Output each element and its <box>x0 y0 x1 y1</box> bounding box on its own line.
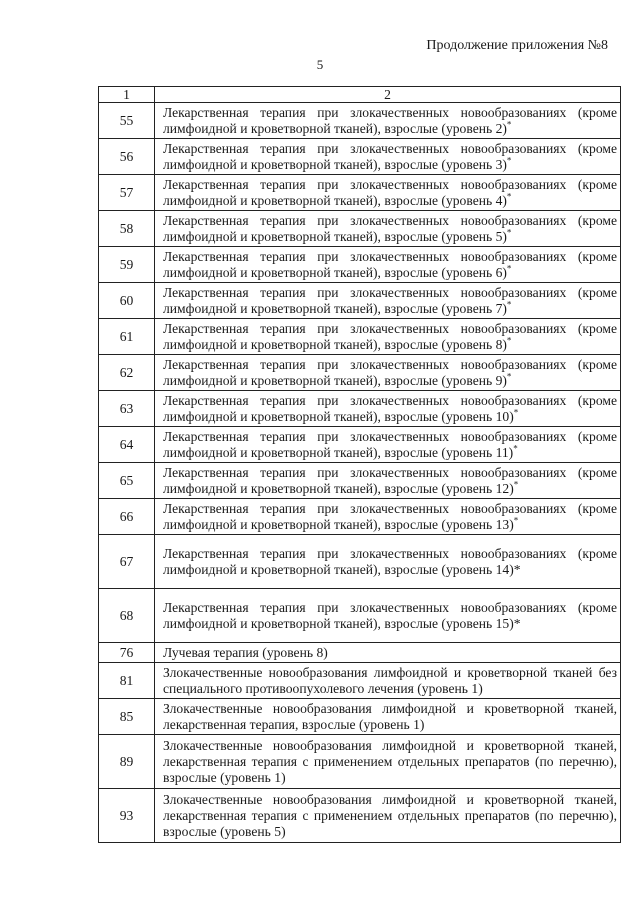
table-row <box>99 663 621 699</box>
row-description-text: Лекарственная терапия при злокачественных новообразованиях (кроме лимфоидной и кроветворной тканей), взрослые (уровень 8) <box>163 320 617 352</box>
row-number-cell: 68 <box>99 589 155 643</box>
row-number-cell: 55 <box>99 103 155 139</box>
footnote-marker: * <box>513 442 518 453</box>
row-description-cell <box>155 391 621 427</box>
footnote-marker: * <box>513 514 519 525</box>
row-description-cell <box>155 589 621 643</box>
row-number-cell: 81 <box>99 663 155 699</box>
row-description-text: Лучевая терапия (уровень 8) <box>163 644 328 660</box>
appendix-continuation-header: Продолжение приложения №8 <box>426 38 608 53</box>
row-number-cell: 67 <box>99 535 155 589</box>
row-description-cell <box>155 283 621 319</box>
footnote-marker: * <box>506 262 512 273</box>
footnote-marker: * <box>513 406 519 417</box>
row-description-text: Лекарственная терапия при злокачественных новообразованиях (кроме лимфоидной и кроветворной тканей), взрослые (уровень 11) <box>163 428 617 460</box>
row-description-cell <box>155 247 621 283</box>
row-description-text: Лекарственная терапия при злокачественных новообразованиях (кроме лимфоидной и кроветворной тканей), взрослые (уровень 2) <box>163 104 617 136</box>
row-description-cell <box>155 355 621 391</box>
row-number-cell: 93 <box>99 789 155 843</box>
table-row <box>99 391 621 427</box>
table-body <box>99 103 621 843</box>
row-description-cell <box>155 535 621 589</box>
column-header-description: 2 <box>155 87 621 103</box>
row-number-cell: 85 <box>99 699 155 735</box>
row-description-cell <box>155 175 621 211</box>
row-description-cell <box>155 789 621 843</box>
row-description-text: Лекарственная терапия при злокачественных новообразованиях (кроме лимфоидной и кроветворной тканей), взрослые (уровень 10) <box>163 392 617 424</box>
table-row <box>99 589 621 643</box>
row-description-text: Лекарственная терапия при злокачественных новообразованиях (кроме лимфоидной и кроветворной тканей), взрослые (уровень 12) <box>163 464 617 496</box>
row-description-cell <box>155 643 621 663</box>
table-row <box>99 427 621 463</box>
table-row <box>99 283 621 319</box>
row-description-cell <box>155 319 621 355</box>
page-number: 5 <box>316 57 324 72</box>
row-number-cell: 63 <box>99 391 155 427</box>
row-description-text: Злокачественные новообразования лимфоидной и кроветворной тканей, лекарственная терапия с применением отдельных препаратов (по перечню), взрослые (уровень 1) <box>163 737 617 785</box>
row-number-cell: 62 <box>99 355 155 391</box>
row-description-text: Лекарственная терапия при злокачественных новообразованиях (кроме лимфоидной и кроветворной тканей), взрослые (уровень 14)* <box>163 545 617 577</box>
footnote-marker: * <box>506 118 512 129</box>
table-row <box>99 735 621 789</box>
row-description-cell <box>155 211 621 247</box>
row-number-cell: 76 <box>99 643 155 663</box>
footnote-marker: * <box>506 154 512 165</box>
tariff-table <box>98 86 621 843</box>
table-row <box>99 789 621 843</box>
row-description-text: Лекарственная терапия при злокачественных новообразованиях (кроме лимфоидной и кроветворной тканей), взрослые (уровень 6) <box>163 248 617 280</box>
row-description-cell <box>155 499 621 535</box>
row-description-text: Лекарственная терапия при злокачественных новообразованиях (кроме лимфоидной и кроветворной тканей), взрослые (уровень 4) <box>163 176 617 208</box>
row-description-text: Лекарственная терапия при злокачественных новообразованиях (кроме лимфоидной и кроветворной тканей), взрослые (уровень 7) <box>163 284 617 316</box>
table-row <box>99 319 621 355</box>
row-number-cell: 59 <box>99 247 155 283</box>
footnote-marker: * <box>506 370 512 381</box>
row-description-text: Лекарственная терапия при злокачественных новообразованиях (кроме лимфоидной и кроветворной тканей), взрослые (уровень 5) <box>163 212 617 244</box>
row-number-cell: 60 <box>99 283 155 319</box>
row-number-cell: 57 <box>99 175 155 211</box>
row-description-cell <box>155 663 621 699</box>
row-description-text: Лекарственная терапия при злокачественных новообразованиях (кроме лимфоидной и кроветворной тканей), взрослые (уровень 3) <box>163 140 617 172</box>
row-description-cell <box>155 139 621 175</box>
table-row <box>99 499 621 535</box>
footnote-marker: * <box>506 226 512 237</box>
row-description-cell <box>155 699 621 735</box>
table-row <box>99 535 621 589</box>
row-description-cell <box>155 103 621 139</box>
table-row <box>99 699 621 735</box>
row-number-cell: 61 <box>99 319 155 355</box>
row-description-text: Злокачественные новообразования лимфоидной и кроветворной тканей, лекарственная терапия, взрослые (уровень 1) <box>163 700 617 732</box>
row-description-text: Лекарственная терапия при злокачественных новообразованиях (кроме лимфоидной и кроветворной тканей), взрослые (уровень 13) <box>163 500 617 532</box>
footnote-marker: * <box>506 298 512 309</box>
table-row <box>99 175 621 211</box>
row-number-cell: 58 <box>99 211 155 247</box>
table-row <box>99 463 621 499</box>
footnote-marker: * <box>506 190 512 201</box>
row-description-cell <box>155 427 621 463</box>
row-number-cell: 64 <box>99 427 155 463</box>
row-description-text: Лекарственная терапия при злокачественных новообразованиях (кроме лимфоидной и кроветворной тканей), взрослые (уровень 15)* <box>163 599 617 631</box>
row-number-cell: 65 <box>99 463 155 499</box>
table-header-row <box>99 87 621 103</box>
footnote-marker: * <box>513 478 519 489</box>
table-row <box>99 139 621 175</box>
row-number-cell: 89 <box>99 735 155 789</box>
row-description-cell <box>155 735 621 789</box>
table-row <box>99 247 621 283</box>
row-description-cell <box>155 463 621 499</box>
table-row <box>99 103 621 139</box>
row-number-cell: 66 <box>99 499 155 535</box>
row-description-text: Злокачественные новообразования лимфоидной и кроветворной тканей без специального противоопухолевого лечения (уровень 1) <box>163 664 617 696</box>
table-row <box>99 355 621 391</box>
table-row <box>99 211 621 247</box>
column-header-number: 1 <box>99 87 155 103</box>
footnote-marker: * <box>506 334 512 345</box>
table-row <box>99 643 621 663</box>
row-description-text: Лекарственная терапия при злокачественных новообразованиях (кроме лимфоидной и кроветворной тканей), взрослые (уровень 9) <box>163 356 617 388</box>
row-description-text: Злокачественные новообразования лимфоидной и кроветворной тканей, лекарственная терапия с применением отдельных препаратов (по перечню), взрослые (уровень 5) <box>163 791 617 839</box>
row-number-cell: 56 <box>99 139 155 175</box>
